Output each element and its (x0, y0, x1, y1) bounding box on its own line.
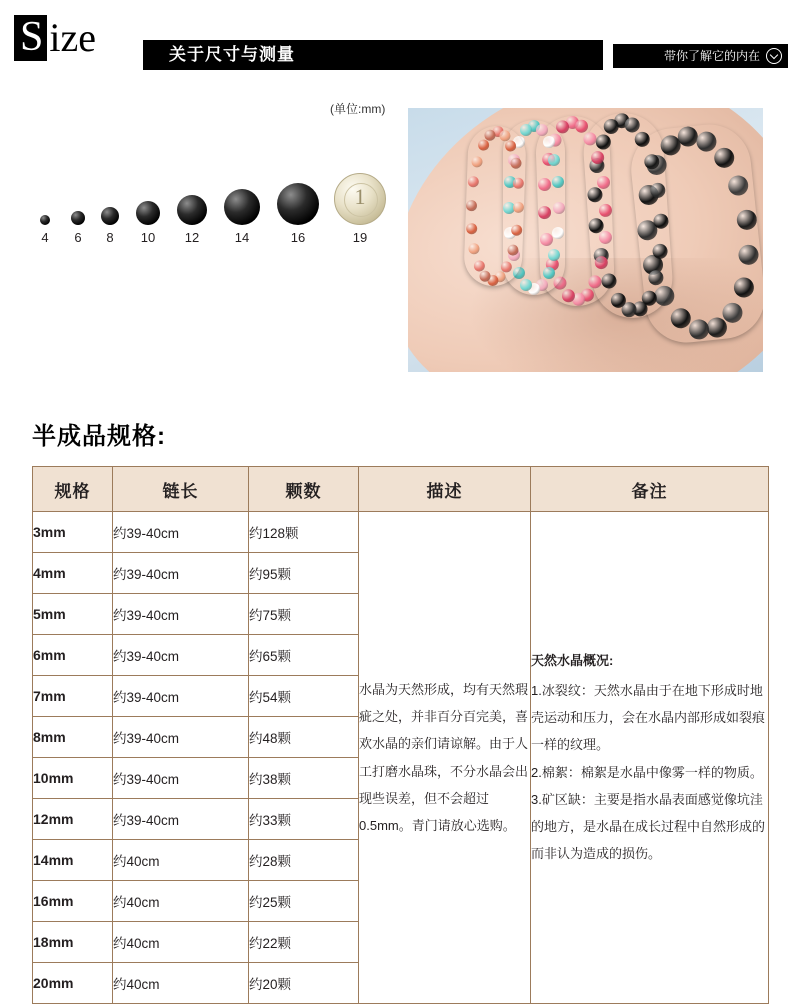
cell-count: 约22颗 (249, 922, 359, 963)
bracelet-bead (648, 270, 664, 286)
bracelet-bead (738, 244, 760, 266)
cell-count: 约75颗 (249, 594, 359, 635)
bracelet-bead (584, 132, 597, 145)
cell-length: 约39-40cm (113, 594, 249, 635)
bracelet-bead (736, 208, 758, 230)
cell-count: 约38颗 (249, 758, 359, 799)
bracelet-bead (468, 177, 479, 188)
bracelet-bead (733, 277, 755, 299)
bracelet-bead (599, 203, 612, 216)
bead-size-label: 6 (74, 230, 82, 245)
bracelet-bead (596, 176, 609, 189)
bracelet-bead (473, 260, 484, 271)
bracelet-bead (598, 231, 611, 244)
note-item: 1.冰裂纹：天然水晶由于在地下形成时地壳运动和压力，会在水晶内部形成如裂痕一样的纹理。 (531, 682, 766, 753)
cell-size: 18mm (33, 922, 113, 963)
bracelet-bead (472, 156, 483, 167)
cell-length: 约40cm (113, 922, 249, 963)
bracelet-bead (501, 261, 512, 272)
bracelet-bead (520, 124, 532, 136)
bracelet-bead (548, 249, 560, 261)
cell-length: 约39-40cm (113, 553, 249, 594)
cell-length: 约39-40cm (113, 676, 249, 717)
cell-length: 约39-40cm (113, 635, 249, 676)
cell-length: 约39-40cm (113, 512, 249, 553)
bead-sample (277, 183, 319, 225)
cell-count: 约25颗 (249, 881, 359, 922)
cell-size: 16mm (33, 881, 113, 922)
table-row (33, 512, 769, 553)
bracelet-bead (575, 120, 588, 133)
spec-table (32, 466, 769, 1004)
cell-size: 10mm (33, 758, 113, 799)
cell-size: 5mm (33, 594, 113, 635)
bracelet-bead (603, 119, 619, 135)
bead-sample (40, 215, 50, 225)
bracelet-bead (695, 130, 717, 152)
bead-sample (136, 201, 160, 225)
spec-section-title: 半成品规格: (32, 423, 166, 450)
bracelet-bead (511, 224, 522, 235)
bracelet-bead (727, 175, 749, 197)
bracelet-bead (499, 130, 510, 141)
product-photo (408, 108, 763, 372)
size-logo-rest: ize (49, 15, 96, 60)
spec-table-head (33, 467, 769, 512)
bracelet-bead (478, 140, 489, 151)
page-header (0, 14, 800, 62)
bead-sample (177, 195, 207, 225)
header-subtitle-bar (613, 44, 788, 68)
note-item: 2.棉絮：棉絮是水晶中像雾一样的物质。 (531, 764, 763, 780)
cell-description: 水晶为天然形成，均有天然瑕疵之处，并非百分百完美，喜欢水晶的亲们请谅解。由于人工打磨水晶珠，不分水晶会出现些误差，但不会超过0.5mm。青门请放心选购。 (359, 512, 531, 1004)
bead-size-labels (30, 230, 390, 252)
bead-sample (101, 207, 119, 225)
bead-samples-row (30, 155, 390, 225)
bead-sample (224, 189, 260, 225)
bracelet-bead (466, 199, 477, 210)
bracelet-bead (552, 176, 564, 188)
header-subtitle: 带你了解它的内在 (663, 49, 760, 63)
bracelet-bead (624, 117, 640, 133)
cell-size: 20mm (33, 963, 113, 1004)
bracelet-bead (510, 157, 521, 168)
bead-size-label: 4 (41, 230, 49, 245)
cell-size: 3mm (33, 512, 113, 553)
bracelet-bead (469, 243, 480, 254)
bead-size-scale (0, 80, 410, 390)
bracelet-bead (552, 227, 564, 239)
bracelet (463, 125, 527, 287)
column-header-size: 规格 (33, 467, 113, 512)
bracelet-bead (635, 131, 651, 147)
cell-count: 约95颗 (249, 553, 359, 594)
cell-length: 约39-40cm (113, 717, 249, 758)
bracelet-bead (505, 141, 516, 152)
bead-size-label: 19 (352, 230, 368, 245)
column-header-description: 描述 (359, 467, 531, 512)
spec-table-body (33, 512, 769, 1004)
cell-length: 约40cm (113, 881, 249, 922)
bead-size-label: 10 (140, 230, 156, 245)
bracelet-bead (713, 147, 735, 169)
cell-size: 6mm (33, 635, 113, 676)
bead-sample (71, 211, 85, 225)
bracelet-bead (513, 201, 524, 212)
bracelet-bead (553, 202, 565, 214)
bracelet-bead (543, 267, 555, 279)
cell-size: 12mm (33, 799, 113, 840)
table-header-row (33, 467, 769, 512)
bracelet-bead (595, 255, 608, 268)
column-header-note: 备注 (531, 467, 769, 512)
note-item: 3.矿区缺：主要是指水晶表面感觉像坑洼的地方，是水晶在成长过程中自然形成的而非认为造成的损伤。 (531, 791, 766, 862)
cell-size: 8mm (33, 717, 113, 758)
page-title: 关于尺寸与测量 (169, 45, 295, 64)
bracelet-bead (512, 178, 523, 189)
coin-reference (334, 173, 386, 225)
bracelet-bead (644, 154, 660, 170)
bracelet-bead (485, 129, 496, 140)
note-title: 天然水晶概况: (531, 653, 614, 669)
chevron-down-icon (766, 48, 782, 64)
bead-size-label: 14 (234, 230, 250, 245)
cell-count: 约128颗 (249, 512, 359, 553)
bracelet-bead (688, 319, 710, 341)
bracelet-bead (466, 223, 477, 234)
bead-size-label: 8 (106, 230, 114, 245)
unit-label: (单位:mm) (330, 102, 386, 116)
bead-size-label: 16 (290, 230, 306, 245)
cell-size: 4mm (33, 553, 113, 594)
cell-length: 约39-40cm (113, 799, 249, 840)
bracelet-bead (650, 182, 666, 198)
size-logo-initial: S (14, 15, 47, 61)
cell-length: 约39-40cm (113, 758, 249, 799)
cell-size: 14mm (33, 840, 113, 881)
bracelet-bead (507, 245, 518, 256)
header-title-bar (143, 40, 603, 70)
bracelet-bead (591, 151, 604, 164)
bracelet-bead (562, 289, 575, 302)
cell-count: 约20颗 (249, 963, 359, 1004)
column-header-length: 链长 (113, 467, 249, 512)
bracelet-bead (652, 243, 668, 259)
size-logo (14, 14, 96, 62)
cell-count: 约33颗 (249, 799, 359, 840)
bracelet-bead (589, 275, 602, 288)
cell-length: 约40cm (113, 840, 249, 881)
cell-count: 约48颗 (249, 717, 359, 758)
bracelet-bead (536, 124, 548, 136)
cell-note (531, 512, 769, 1004)
spec-table-wrapper (32, 466, 768, 1004)
cell-length: 约40cm (113, 963, 249, 1004)
cell-count: 约28颗 (249, 840, 359, 881)
bead-size-label: 12 (184, 230, 200, 245)
column-header-count: 颗数 (249, 467, 359, 512)
cell-count: 约65颗 (249, 635, 359, 676)
bracelet-bead (653, 213, 669, 229)
bracelet-bead (543, 136, 555, 148)
cell-count: 约54颗 (249, 676, 359, 717)
bracelet-bead (548, 154, 560, 166)
cell-size: 7mm (33, 676, 113, 717)
